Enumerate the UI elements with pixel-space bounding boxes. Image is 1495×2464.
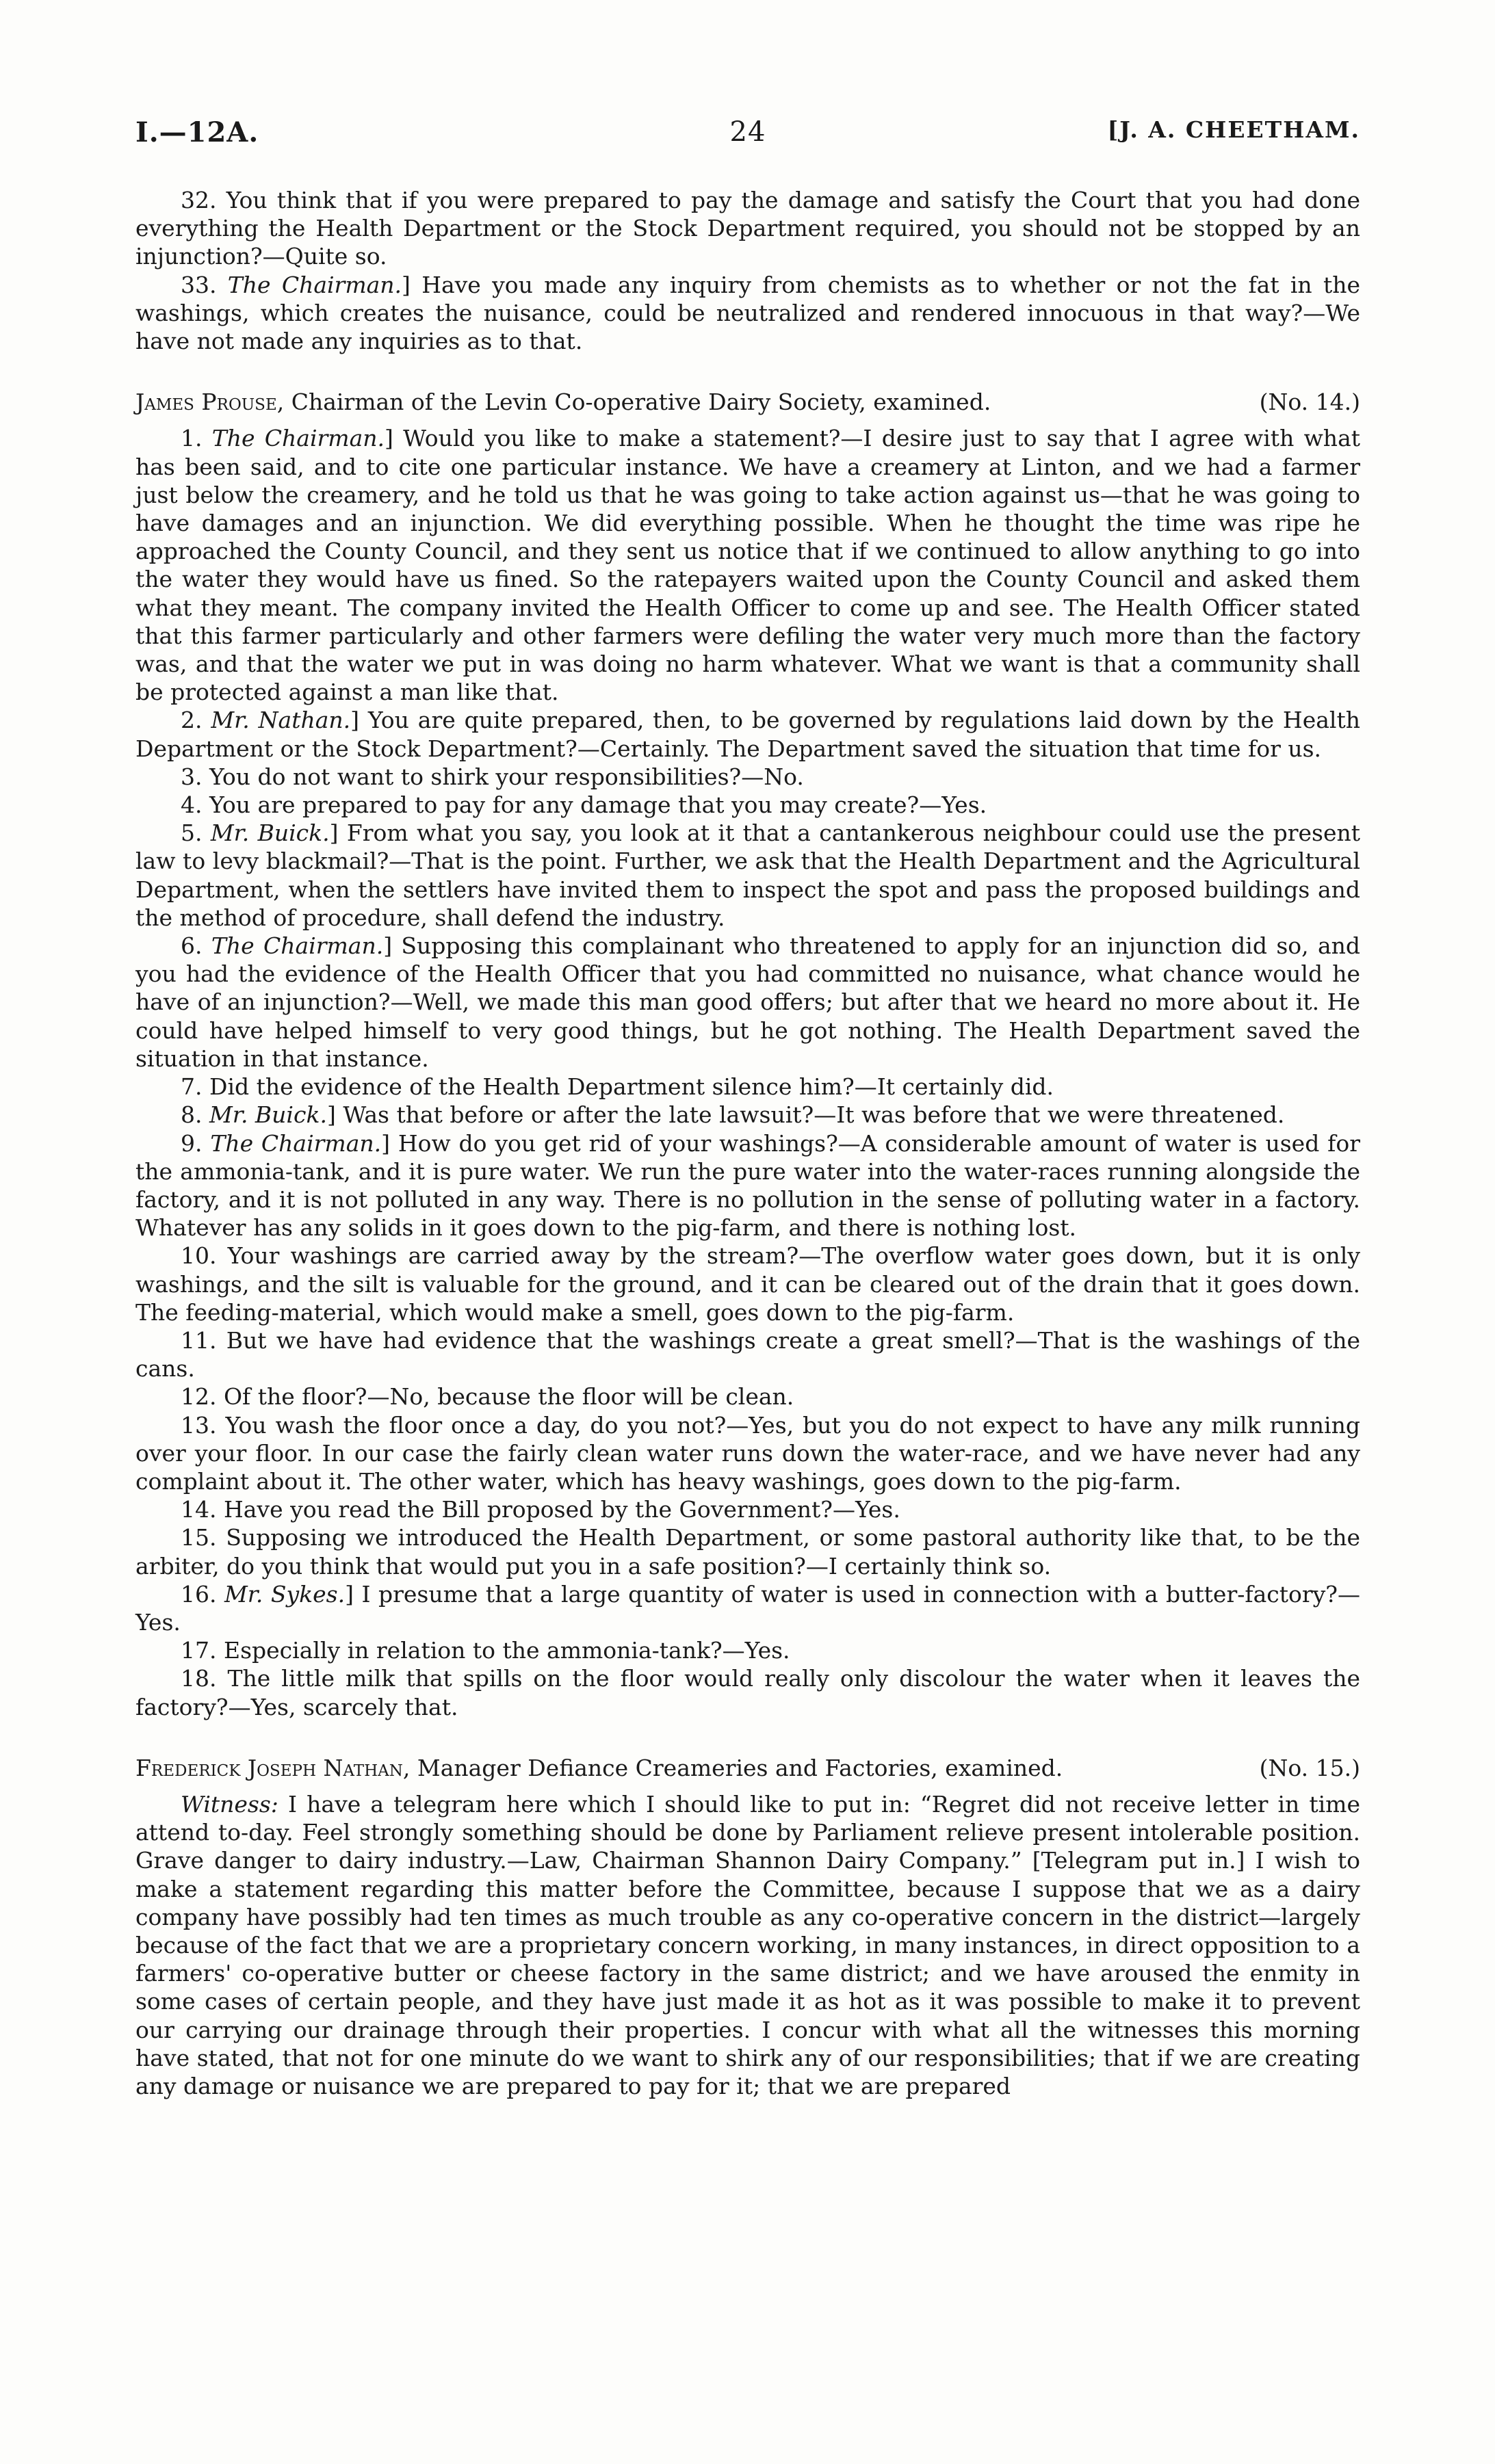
witness-description: , Chairman of the Levin Co-operative Dairy Society, examined. — [276, 389, 991, 416]
question-paragraph: 8. Mr. Buick.] Was that before or after the late lawsuit?—It was before that we were threatened. — [181, 1101, 1285, 1129]
question-number: 13. — [181, 1411, 217, 1439]
question-paragraph — [135, 1664, 1360, 1720]
paragraph-text: Would you like to make a statement?—I desire just to say that I agree with what has been said, and to cite one particular instance. We have a creamery at Linton, and we had a farmer just below the creamery, and he told us that he was going to take action against us—that he was going to have damages and an injunction. We did everything possible. When he thought the time was ripe he approached the County Council, and they sent us notice that if we continued to allow anything to go into the water they would have us fined. So the ratepayers waited upon the County Council and asked them what they meant. The company invited the Health Officer to come up and see. The Health Officer stated that this farmer particularly and other farmers were defiling the water very much more than the factory was, and that the water we put in was doing no harm whatever. What we want is that a community shall be protected against a man like that. — [135, 425, 1360, 706]
speaker-name: Mr. Buick. — [209, 1101, 327, 1129]
paragraph-text: Have you made any inquiry from chemists as to whether or not the fat in the washings, which creates the nuisance, could be neutralized and rendered innocuous in that way?—We have not made any inquiries as to that. — [135, 271, 1361, 355]
speaker-name: The Chairman. — [227, 271, 402, 298]
question-number: 11. — [181, 1326, 217, 1354]
question-number: 6. — [181, 932, 203, 960]
witness-heading — [135, 1754, 1360, 1782]
paragraph-text: You are quite prepared, then, to be governed by regulations laid down by the Health Department or the Stock Department?—Certainly. The Department saved the situation that time for us. — [135, 707, 1360, 762]
question-paragraph — [135, 1523, 1360, 1580]
paragraph-text: From what you say, you look at it that a cantankerous neighbour could use the present law to levy blackmail?—That is the point. Further, we ask that the Health Department and the Agricultural Department, when the settlers have invited them to inspect the spot and pass the proposed buildings and the method of procedure, shall defend the industry. — [135, 820, 1360, 931]
question-paragraph — [135, 1242, 1360, 1326]
question-paragraph — [135, 1636, 1360, 1664]
speaker-name: Mr. Nathan. — [211, 707, 351, 734]
question-paragraph — [135, 1790, 1360, 2100]
question-paragraph: 2. Mr. Nathan.] You are quite prepared, then, to be governed by regulations laid down by the Health Department or the Stock Department?—Certainly. The Department saved the situation that time for us. — [135, 707, 1360, 762]
question-number: 16. — [181, 1580, 217, 1608]
paragraph-text: The little milk that spills on the floor would really only discolour the water when it leaves the factory?—Yes, scarcely that. — [135, 1665, 1360, 1720]
paragraph-text: Was that before or after the late lawsuit?—It was before that we were threatened. — [343, 1101, 1285, 1129]
question-number: 2. — [181, 707, 203, 734]
question-number: 15. — [181, 1524, 217, 1551]
speaker-name: The Chairman. — [211, 425, 385, 452]
question-number: 17. — [181, 1637, 217, 1664]
paragraph-text: Supposing we introduced the Health Department, or some pastoral authority like that, to be the arbiter, do you think that would put you in a safe position?—I certainly think so. — [135, 1524, 1360, 1580]
question-paragraph — [135, 1495, 1360, 1523]
question-number: 1. — [181, 425, 203, 452]
speaker-name: Witness: — [181, 1790, 278, 1818]
question-paragraph — [135, 186, 1360, 271]
question-paragraph — [135, 1382, 1360, 1411]
question-paragraph: 16. Mr. Sykes.] I presume that a large quantity of water is used in connection with a butter-factory?—Yes. — [135, 1580, 1360, 1636]
question-number: 8. — [181, 1101, 203, 1129]
question-number: 12. — [181, 1383, 217, 1411]
paragraph-text: I presume that a large quantity of water is used in connection with a butter-factory?—Yes. — [135, 1580, 1360, 1636]
question-paragraph — [135, 1073, 1360, 1101]
witness-number: (No. 15.) — [1259, 1754, 1360, 1781]
question-paragraph: 6. The Chairman.] Supposing this complainant who threatened to apply for an injunction did so, and you had the evidence of the Health Officer that you had committed no nuisance, what chance would he have of an injunction?—Well, we made this man good offers; but after that we heard no more about it. He could have helped himself to very good things, but he got nothing. The Health Department saved the situation in that instance. — [135, 932, 1361, 1072]
paragraph-text: Of the floor?—No, because the floor will be clean. — [223, 1383, 794, 1411]
paragraph-text: Especially in relation to the ammonia-tank?—Yes. — [223, 1637, 790, 1664]
question-paragraph — [135, 791, 1360, 819]
page-number: 24 — [729, 116, 766, 148]
speaker-name: The Chairman. — [211, 932, 384, 960]
paragraph-text: You do not want to shirk your responsibilities?—No. — [209, 763, 804, 790]
question-paragraph: 1. The Chairman.] Would you like to make a statement?—I desire just to say that I agree with what has been said, and to cite one particular instance. We have a creamery at Linton, and we had a farmer just below the creamery, and he told us that he was going to take action against us—that he was going to have damages and an injunction. We did everything possible. When he thought the time was ripe he approached the County Council, and they sent us notice that if we continued to allow anything to go into the water they would have us fined. So the ratepayers waited upon the County Council and asked them what they meant. The company invited the Health Officer to come up and see. The Health Officer stated that this farmer particularly and other farmers were defiling the water very much more than the factory was, and that the water we put in was doing no harm whatever. What we want is that a community shall be protected against a man like that. — [135, 425, 1360, 706]
running-head — [135, 116, 1360, 157]
question-number: 32. — [181, 187, 217, 213]
question-number: 10. — [181, 1242, 217, 1270]
question-paragraph: 33. The Chairman.] Have you made any inquiry from chemists as to whether or not the fat in the washings, which creates the nuisance, could be neutralized and rendered innocuous in that way?—We have not made any inquiries as to that. — [135, 271, 1361, 355]
question-number: 4. — [181, 791, 203, 819]
witness-heading — [135, 388, 1360, 416]
speaker-name: Mr. Buick. — [210, 820, 330, 847]
page-body — [135, 186, 1360, 2100]
question-number: 9. — [181, 1129, 203, 1157]
paragraph-text: I have a telegram here which I should like to put in: “Regret did not receive letter in time attend to-day. Feel strongly something should be done by Parliament relieve present intolerable position. Grave danger to dairy industry.—Law, Chairman Shannon Dairy Company.” [Telegram put in.] I wish to make a statement regarding this matter before the Committee, because I suppose that we as a dairy company have possibly had ten times as much trouble as any co-operative concern in the district—largely because of the fact that we are a proprietary concern working, in many instances, in direct opposition to a farmers' co-operative butter or cheese factory in the same district; and we have aroused the enmity in some cases of certain people, and they have just made it as hot as it was possible to make it to prevent our carrying our drainage through their properties. I concur with what all the witnesses this morning have stated, that not for one minute do we want to shirk any of our responsibilities; that if we are creating any damage or nuisance we are prepared to pay for it; that we are prepared — [135, 1790, 1360, 2099]
question-number: 33. — [181, 271, 217, 298]
paragraph-text: How do you get rid of your washings?—A considerable amount of water is used for the ammonia-tank, and it is pure water. We run the pure water into the water-races running alongside the factory, and it is not polluted in any way. There is no pollution in the sense of polluting water in a factory. Whatever has any solids in it goes down to the pig-farm, and there is nothing lost. — [135, 1129, 1360, 1242]
question-number: 18. — [181, 1665, 217, 1692]
witness-name: James Prouse — [135, 389, 277, 416]
document-reference: I.—12A. — [135, 116, 259, 148]
paragraph-text: But we have had evidence that the washings create a great smell?—That is the washings of the cans. — [135, 1326, 1360, 1382]
speaker-name: Mr. Sykes. — [224, 1580, 346, 1608]
paragraph-text: Have you read the Bill proposed by the Government?—Yes. — [223, 1496, 900, 1523]
question-paragraph — [135, 1326, 1360, 1382]
witness-description: , Manager Defiance Creameries and Factories, examined. — [402, 1754, 1063, 1781]
question-number: 14. — [181, 1496, 217, 1523]
question-number: 5. — [181, 820, 203, 847]
witness-running-title: [J. A. CHEETHAM. — [1107, 116, 1360, 143]
paragraph-text: You think that if you were prepared to pay the damage and satisfy the Court that you had done everything the Health Department or the Stock Department required, you should not be stopped by an injunction?—Quite so. — [135, 187, 1360, 270]
question-paragraph: 9. The Chairman.] How do you get rid of your washings?—A considerable amount of water is used for the ammonia-tank, and it is pure water. We run the pure water into the water-races running alongside the factory, and it is not polluted in any way. There is no pollution in the sense of polluting water in a factory. Whatever has any solids in it goes down to the pig-farm, and there is nothing lost. — [135, 1129, 1360, 1242]
witness-name: Frederick Joseph Nathan — [135, 1754, 403, 1781]
question-paragraph — [135, 1411, 1360, 1496]
paragraph-text: Supposing this complainant who threatened to apply for an injunction did so, and you had the evidence of the Health Officer that you had committed no nuisance, what chance would he have of an injunction?—Well, we made this man good offers; but after that we heard no more about it. He could have helped himself to very good things, but he got nothing. The Health Department saved the situation in that instance. — [135, 932, 1361, 1072]
paragraph-text: You are prepared to pay for any damage that you may create?—Yes. — [209, 791, 987, 819]
question-paragraph: 5. Mr. Buick.] From what you say, you look at it that a cantankerous neighbour could use the present law to levy blackmail?—That is the point. Further, we ask that the Health Department and the Agricultural Department, when the settlers have invited them to inspect the spot and pass the proposed buildings and the method of procedure, shall defend the industry. — [135, 820, 1360, 931]
question-number: 3. — [181, 763, 203, 790]
witness-number: (No. 14.) — [1259, 389, 1360, 416]
question-paragraph — [135, 763, 1360, 791]
paragraph-text: Did the evidence of the Health Department silence him?—It certainly did. — [209, 1073, 1054, 1101]
paragraph-text: You wash the floor once a day, do you not?—Yes, but you do not expect to have any milk running over your floor. In our case the fairly clean water runs down the water-race, and we have never had any complaint about it. The other water, which has heavy washings, goes down to the pig-farm. — [135, 1411, 1360, 1495]
question-number: 7. — [181, 1073, 203, 1101]
paragraph-text: Your washings are carried away by the stream?—The overflow water goes down, but it is only washings, and the silt is valuable for the ground, and it can be cleared out of the drain that it goes down. The feeding-material, which would make a smell, goes down to the pig-farm. — [135, 1242, 1360, 1326]
speaker-name: The Chairman. — [210, 1129, 382, 1157]
